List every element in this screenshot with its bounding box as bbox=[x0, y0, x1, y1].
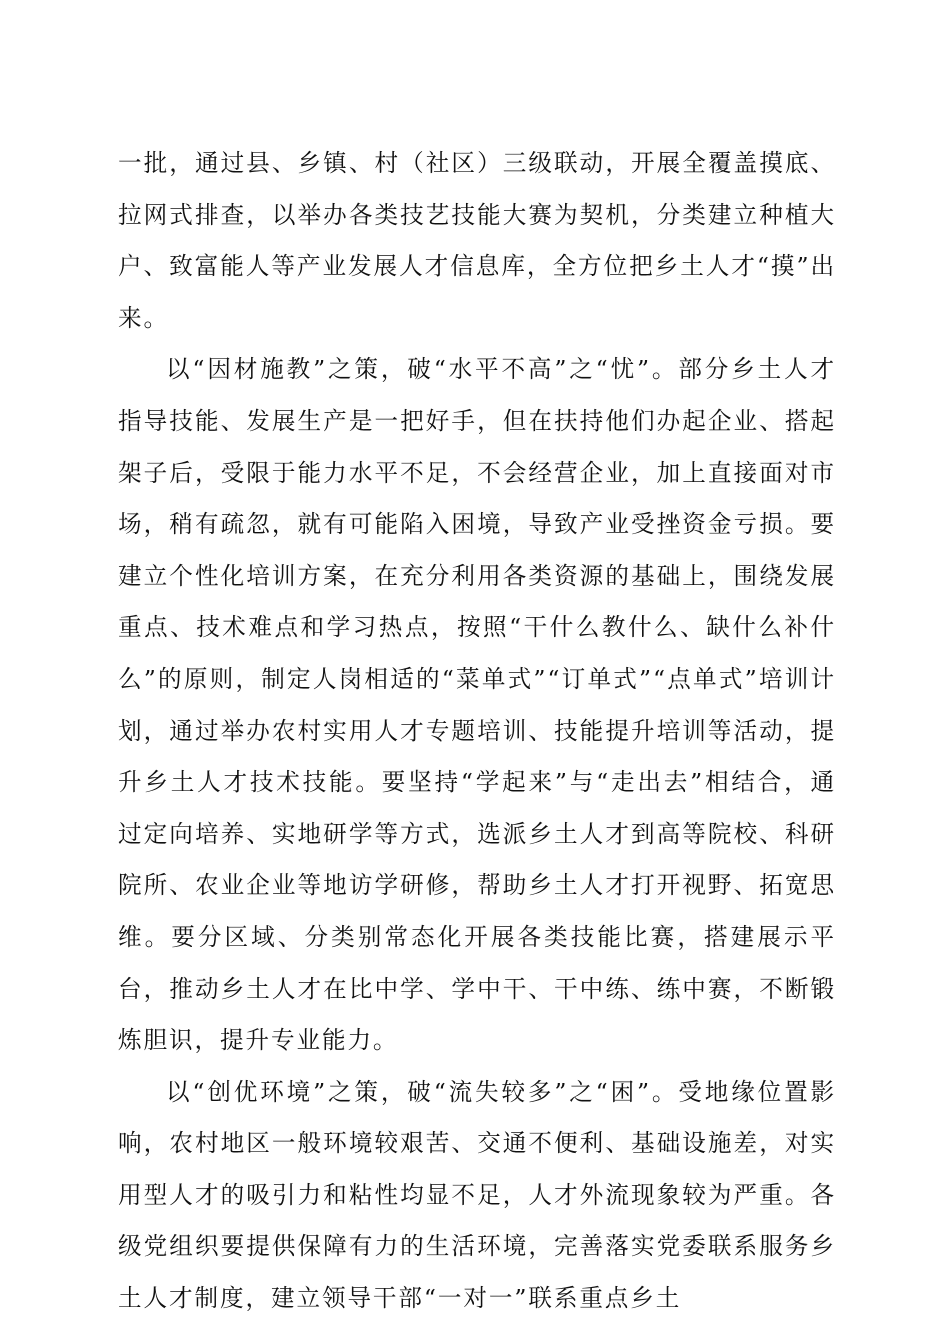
document-body bbox=[118, 138, 836, 1325]
paragraph-3: 以“创优环境”之策，破“流失较多”之“困”。受地缘位置影响，农村地区一般环境较艰苦、交通不便利、基础设施差，对实用型人才的吸引力和粘性均显不足，人才外流现象较为严重。各级党组织要提供保障有力的生活环境，完善落实党委联系服务乡土人才制度，建立领导干部“一对一”联系重点乡土 bbox=[118, 1077, 836, 1313]
paragraph-2: 以“因材施教”之策，破“水平不高”之“忧”。部分乡土人才指导技能、发展生产是一把好手，但在扶持他们办起企业、搭起架子后，受限于能力水平不足，不会经营企业，加上直接面对市场，稍有疏忽，就有可能陷入困境，导致产业受挫资金亏损。要建立个性化培训方案，在充分利用各类资源的基础上，围绕发展重点、技术难点和学习热点，按照“干什么教什么、缺什么补什么”的原则，制定人岗相适的“菜单式”“订单式”“点单式”培训计划，通过举办农村实用人才专题培训、技能提升培训等活动，提升乡土人才技术技能。要坚持“学起来”与“走出去”相结合，通过定向培养、实地研学等方式，选派乡土人才到高等院校、科研院所、农业企业等地访学研修，帮助乡土人才打开视野、拓宽思维。要分区域、分类别常态化开展各类技能比赛，搭建展示平台，推动乡土人才在比中学、学中干、干中练、练中赛，不断锻炼胆识，提升专业能力。 bbox=[118, 355, 836, 1055]
paragraph-1: 一批，通过县、乡镇、村（社区）三级联动，开展全覆盖摸底、拉网式排查，以举办各类技艺技能大赛为契机，分类建立种植大户、致富能人等产业发展人才信息库，全方位把乡土人才“摸”出来。 bbox=[118, 149, 836, 332]
